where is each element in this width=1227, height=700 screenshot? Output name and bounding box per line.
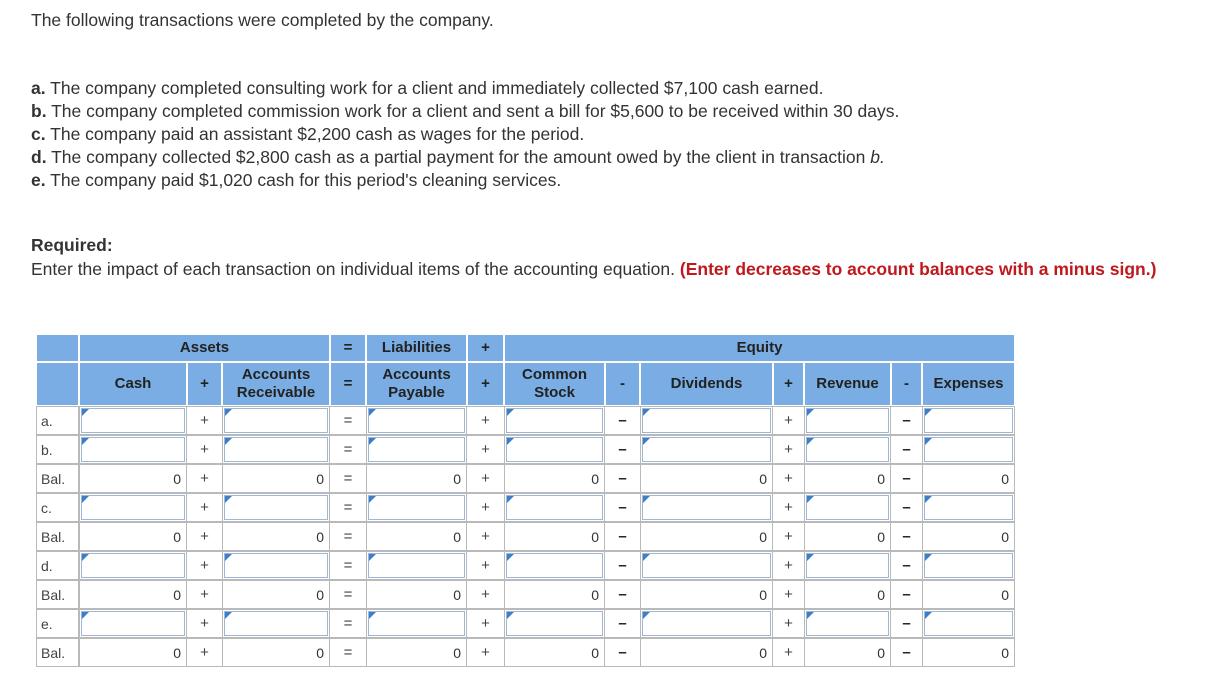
row-label: Bal. [36,638,79,667]
operator-minus1: – [605,638,640,667]
column-header-plus3: + [773,362,804,406]
balance-cash: 0 [79,638,187,667]
operator-minus1: – [605,493,640,522]
balance-dividends: 0 [640,580,773,609]
operator-plus3: + [773,464,804,493]
operator-plus1: + [187,551,222,580]
transaction-b: b. The company completed commission work for a client and sent a bill for $5,600 to be received within 30 days. [31,101,900,121]
operator-minus1: – [605,609,640,638]
header-plus: + [467,334,504,362]
operator-eq: = [330,435,366,464]
input-cell-cash[interactable] [79,406,187,435]
operator-minus1: – [605,464,640,493]
input-cell-dividends[interactable] [640,406,773,435]
stock-input-e[interactable] [506,611,603,636]
header-liabilities: Liabilities [366,334,467,362]
revenue-input-d[interactable] [806,553,889,578]
row-label: e. [36,609,79,638]
operator-minus2: – [891,551,922,580]
input-cell-revenue[interactable] [804,406,891,435]
operator-eq: = [330,464,366,493]
operator-plus1: + [187,609,222,638]
row-label: d. [36,551,79,580]
operator-plus3: + [773,406,804,435]
operator-minus1: – [605,406,640,435]
input-cell-revenue[interactable] [804,551,891,580]
operator-plus2: + [467,464,504,493]
transaction-list [31,77,899,192]
column-header-stock: Common Stock [504,362,605,406]
operator-eq: = [330,580,366,609]
transaction-d: d. The company collected $2,800 cash as a partial payment for the amount owed by the client in transaction b. [31,147,885,167]
input-cell-stock[interactable] [504,493,605,522]
dividends-input-a[interactable] [642,408,771,433]
expenses-input-b[interactable] [924,437,1013,462]
operator-plus2: + [467,522,504,551]
balance-revenue: 0 [804,580,891,609]
column-header-plus1: + [187,362,222,406]
expenses-input-d[interactable] [924,553,1013,578]
ap-input-d[interactable] [368,553,465,578]
input-cell-expenses[interactable] [922,406,1015,435]
balance-ar: 0 [222,522,330,551]
operator-plus1: + [187,638,222,667]
operator-eq: = [330,609,366,638]
balance-ar: 0 [222,638,330,667]
input-cell-revenue[interactable] [804,435,891,464]
operator-plus3: + [773,435,804,464]
dividends-input-e[interactable] [642,611,771,636]
operator-plus2: + [467,609,504,638]
row-label: Bal. [36,580,79,609]
row-label: Bal. [36,464,79,493]
column-header-plus2: + [467,362,504,406]
transaction-c: c. The company paid an assistant $2,200 cash as wages for the period. [31,124,585,144]
cash-input-a[interactable] [81,408,185,433]
column-header-eq: = [330,362,366,406]
required-heading: Required: [31,235,113,255]
operator-plus1: + [187,522,222,551]
operator-minus2: – [891,638,922,667]
ar-input-b[interactable] [224,437,328,462]
input-cell-stock[interactable] [504,406,605,435]
stock-input-b[interactable] [506,437,603,462]
operator-plus3: + [773,493,804,522]
input-cell-cash[interactable] [79,493,187,522]
input-cell-ap[interactable] [366,406,467,435]
revenue-input-c[interactable] [806,495,889,520]
intro-text: The following transactions were completed by the company. [31,10,494,30]
input-cell-revenue[interactable] [804,609,891,638]
balance-ap: 0 [366,580,467,609]
operator-plus3: + [773,580,804,609]
balance-stock: 0 [504,638,605,667]
input-cell-expenses[interactable] [922,609,1015,638]
operator-plus3: + [773,638,804,667]
stock-input-c[interactable] [506,495,603,520]
operator-minus2: – [891,435,922,464]
header-equals: = [330,334,366,362]
ap-input-a[interactable] [368,408,465,433]
input-cell-ap[interactable] [366,609,467,638]
operator-eq: = [330,551,366,580]
operator-plus2: + [467,406,504,435]
row-label: Bal. [36,522,79,551]
operator-eq: = [330,522,366,551]
operator-minus2: – [891,522,922,551]
balance-revenue: 0 [804,638,891,667]
operator-plus2: + [467,551,504,580]
column-header-ar: Accounts Receivable [222,362,330,406]
row-label: b. [36,435,79,464]
required-instructions: Enter the impact of each transaction on individual items of the accounting equation. (Enter decreases to account balances with a minus sign.) [31,259,1157,279]
input-cell-ar[interactable] [222,435,330,464]
input-cell-cash[interactable] [79,435,187,464]
input-cell-expenses[interactable] [922,493,1015,522]
input-cell-ap[interactable] [366,493,467,522]
balance-ar: 0 [222,464,330,493]
balance-expenses: 0 [922,522,1015,551]
operator-plus1: + [187,464,222,493]
input-cell-ar[interactable] [222,609,330,638]
balance-revenue: 0 [804,522,891,551]
cash-input-d[interactable] [81,553,185,578]
required-emphasis: (Enter decreases to account balances with a minus sign.) [679,259,1157,279]
operator-minus2: – [891,493,922,522]
ar-input-d[interactable] [224,553,328,578]
column-header-dividends: Dividends [640,362,773,406]
operator-plus2: + [467,638,504,667]
operator-minus1: – [605,435,640,464]
input-cell-dividends[interactable] [640,551,773,580]
column-header-minus2: - [891,362,922,406]
operator-plus3: + [773,522,804,551]
input-cell-stock[interactable] [504,609,605,638]
operator-minus1: – [605,551,640,580]
cash-input-c[interactable] [81,495,185,520]
operator-plus3: + [773,551,804,580]
operator-minus2: – [891,609,922,638]
balance-expenses: 0 [922,638,1015,667]
revenue-input-e[interactable] [806,611,889,636]
column-header-cash: Cash [79,362,187,406]
input-cell-stock[interactable] [504,435,605,464]
input-cell-ar[interactable] [222,493,330,522]
balance-cash: 0 [79,580,187,609]
revenue-input-b[interactable] [806,437,889,462]
balance-cash: 0 [79,464,187,493]
ap-input-c[interactable] [368,495,465,520]
operator-plus3: + [773,609,804,638]
dividends-input-c[interactable] [642,495,771,520]
cash-input-b[interactable] [81,437,185,462]
input-cell-dividends[interactable] [640,609,773,638]
header-blank-2 [36,362,79,406]
balance-dividends: 0 [640,464,773,493]
balance-stock: 0 [504,522,605,551]
expenses-input-a[interactable] [924,408,1013,433]
input-cell-dividends[interactable] [640,493,773,522]
transaction-e: e. The company paid $1,020 cash for this period's cleaning services. [31,170,562,190]
operator-plus1: + [187,406,222,435]
transaction-a: a. The company completed consulting work for a client and immediately collected $7,100 cash earned. [31,78,824,98]
operator-plus1: + [187,493,222,522]
ap-input-e[interactable] [368,611,465,636]
input-cell-ar[interactable] [222,551,330,580]
balance-ar: 0 [222,580,330,609]
expenses-input-c[interactable] [924,495,1013,520]
dividends-input-b[interactable] [642,437,771,462]
operator-eq: = [330,493,366,522]
column-header-expenses: Expenses [922,362,1015,406]
operator-minus2: – [891,580,922,609]
stock-input-d[interactable] [506,553,603,578]
operator-plus2: + [467,493,504,522]
column-header-ap: Accounts Payable [366,362,467,406]
column-header-minus1: - [605,362,640,406]
input-cell-cash[interactable] [79,551,187,580]
cash-input-e[interactable] [81,611,185,636]
input-cell-expenses[interactable] [922,435,1015,464]
input-cell-stock[interactable] [504,551,605,580]
balance-stock: 0 [504,580,605,609]
row-label: a. [36,406,79,435]
stock-input-a[interactable] [506,408,603,433]
balance-revenue: 0 [804,464,891,493]
ap-input-b[interactable] [368,437,465,462]
balance-expenses: 0 [922,580,1015,609]
balance-ap: 0 [366,464,467,493]
input-cell-ap[interactable] [366,435,467,464]
column-header-revenue: Revenue [804,362,891,406]
balance-stock: 0 [504,464,605,493]
header-assets: Assets [79,334,330,362]
input-cell-ar[interactable] [222,406,330,435]
balance-ap: 0 [366,522,467,551]
operator-minus1: – [605,522,640,551]
revenue-input-a[interactable] [806,408,889,433]
operator-eq: = [330,638,366,667]
input-cell-dividends[interactable] [640,435,773,464]
operator-minus1: – [605,580,640,609]
input-cell-revenue[interactable] [804,493,891,522]
balance-dividends: 0 [640,638,773,667]
input-cell-cash[interactable] [79,609,187,638]
dividends-input-d[interactable] [642,553,771,578]
operator-plus2: + [467,580,504,609]
input-cell-expenses[interactable] [922,551,1015,580]
balance-expenses: 0 [922,464,1015,493]
operator-plus1: + [187,435,222,464]
operator-minus2: – [891,464,922,493]
expenses-input-e[interactable] [924,611,1013,636]
balance-dividends: 0 [640,522,773,551]
operator-minus2: – [891,406,922,435]
header-equity: Equity [504,334,1015,362]
ar-input-a[interactable] [224,408,328,433]
operator-plus1: + [187,580,222,609]
balance-ap: 0 [366,638,467,667]
input-cell-ap[interactable] [366,551,467,580]
ar-input-e[interactable] [224,611,328,636]
operator-plus2: + [467,435,504,464]
ar-input-c[interactable] [224,495,328,520]
row-label: c. [36,493,79,522]
operator-eq: = [330,406,366,435]
balance-cash: 0 [79,522,187,551]
header-blank [36,334,79,362]
